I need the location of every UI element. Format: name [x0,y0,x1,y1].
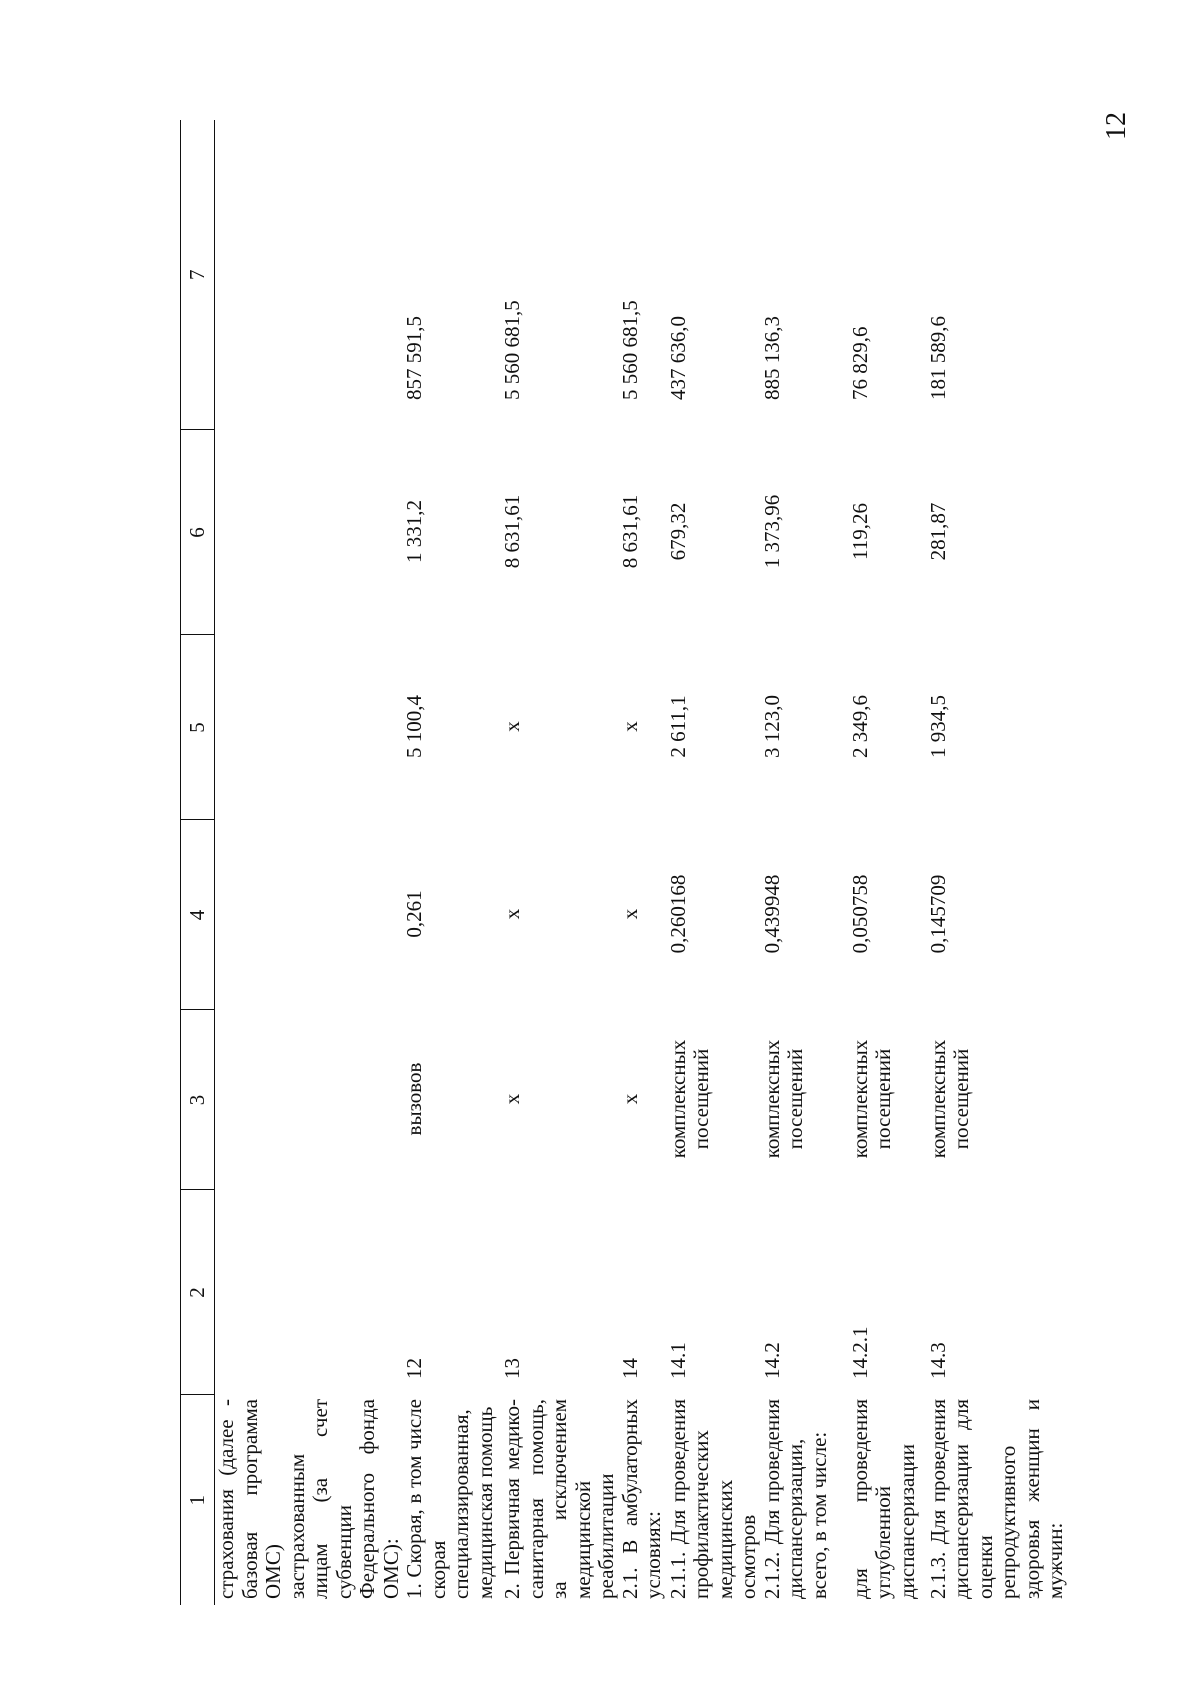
column-header-7: 7 [181,120,215,430]
table-header-row [181,120,215,1605]
table-row [619,120,667,1605]
row-name: 1. Скорая, в том числе скорая специализированная, медицинская помощь [402,1399,497,1599]
row-unit: комплексных посещений [847,1039,896,1159]
row-value-7 [215,120,404,430]
data-table [180,120,1068,1605]
row-value-6 [215,430,404,635]
row-value-7: 885 136,3 [759,316,784,400]
row-name: 2.1.2. Для проведения диспансеризации, всего, в том числе: [759,1399,831,1599]
row-value-5 [215,635,404,820]
row-value-5: 3 123,0 [759,695,784,758]
row-value-7: 437 636,0 [665,316,690,400]
table-row [501,120,619,1605]
row-value-5: 2 349,6 [847,695,872,758]
row-code: 14.2.1 [847,1326,872,1379]
row-code: 12 [402,1358,427,1379]
row-unit: комплексных посещений [925,1039,974,1159]
row-value-5: х [617,721,642,732]
rotated-table-sheet [180,45,1068,1605]
table-row [927,120,1068,1605]
row-value-4: 0,439948 [759,874,784,954]
column-header-1: 1 [181,1395,215,1605]
row-code: 14.3 [925,1342,950,1379]
row-value-5: 1 934,5 [925,695,950,758]
row-code: 14.2 [759,1342,784,1379]
row-name: 2.1.1. Для проведения профилактических медицинских осмотров [665,1399,761,1599]
row-value-7: 857 591,5 [402,316,427,400]
table-row [849,120,927,1605]
row-code: 14.1 [665,1342,690,1379]
row-value-7: 76 829,6 [847,326,872,400]
row-value-7: 5 560 681,5 [617,300,642,400]
row-code: 13 [500,1358,525,1379]
row-value-6: 8 631,61 [617,494,642,569]
row-value-7: 181 589,6 [925,316,950,400]
row-code [215,1190,404,1395]
row-unit: комплексных посещений [759,1039,808,1159]
row-name: 2. Первичная медико-санитарная помощь, за исключением медицинской реабилитации [500,1399,619,1599]
row-value-5: х [500,721,525,732]
row-name: для проведения углубленной диспансеризации [847,1399,919,1599]
column-header-2: 2 [181,1190,215,1395]
row-name: 2.1.3. Для проведения диспансеризации для оценки репродуктивного здоровья женщин и мужчин: [925,1399,1068,1599]
row-value-5: 5 100,4 [402,695,427,758]
column-header-5: 5 [181,635,215,820]
row-unit: комплексных посещений [665,1039,714,1159]
row-unit [215,1010,404,1190]
table-row [667,120,761,1605]
row-value-4: 0,145709 [925,874,950,954]
table-row [403,120,501,1605]
row-value-6: 1 331,2 [402,500,427,563]
row-value-4: 0,260168 [665,874,690,954]
row-value-4: 0,050758 [847,874,872,954]
row-name: 2.1. В амбулаторных условиях: [617,1399,666,1599]
row-name: страхования (далее - базовая программа ОМС) застрахованным лицам (за счет субвенции Федерального фонда ОМС): [214,1399,403,1599]
row-value-7: 5 560 681,5 [500,300,525,400]
row-value-6: 281,87 [925,502,950,561]
column-header-6: 6 [181,430,215,635]
row-value-4: х [617,908,642,920]
row-value-6: 679,32 [665,502,690,561]
row-code: 14 [617,1358,642,1379]
row-value-6: 8 631,61 [500,494,525,569]
column-header-3: 3 [181,1010,215,1190]
row-value-6: 119,26 [847,503,872,560]
page-number: 12 [1101,112,1132,140]
row-unit: х [500,1093,525,1105]
table-row [761,120,849,1605]
row-value-4 [215,820,404,1010]
row-value-4: 0,261 [402,890,427,938]
row-value-4: х [500,908,525,920]
row-value-6: 1 373,96 [759,494,784,569]
row-unit: вызовов [402,1062,427,1136]
column-header-4: 4 [181,820,215,1010]
row-unit: х [617,1093,642,1105]
table-row [215,120,404,1605]
row-value-5: 2 611,1 [665,695,690,758]
